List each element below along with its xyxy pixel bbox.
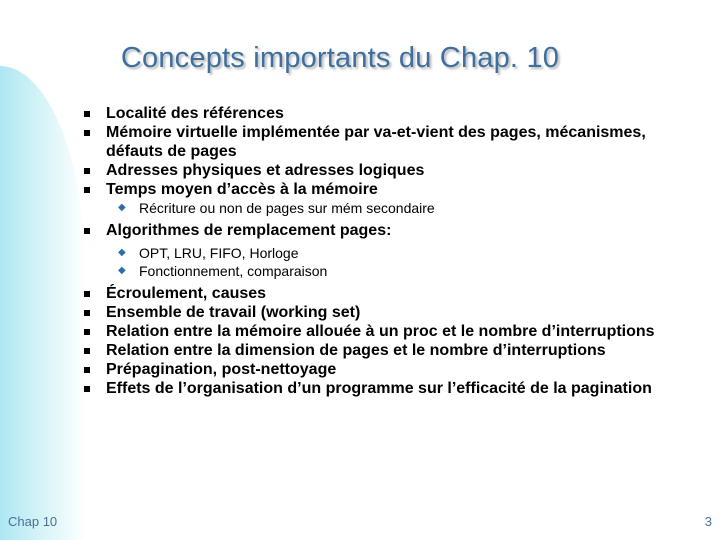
list-item — [78, 379, 698, 398]
diamond-bullet-icon: ◆ — [118, 202, 126, 213]
sub-list-item — [78, 262, 698, 280]
slide-title: Concepts importants du Chap. 10 — [120, 42, 560, 74]
list-item — [78, 104, 698, 123]
square-bullet-icon — [84, 329, 90, 335]
item-text: Localité des références — [106, 105, 284, 122]
square-bullet-icon — [84, 348, 90, 354]
list-item — [78, 123, 698, 161]
list-item — [78, 221, 698, 240]
item-text: Adresses physiques et adresses logiques — [106, 162, 425, 179]
list-item — [78, 284, 698, 303]
sub-list-item — [78, 199, 698, 217]
square-bullet-icon — [84, 168, 90, 174]
list-item — [78, 322, 698, 341]
square-bullet-icon — [84, 310, 90, 316]
footer-chapter-label: Chap 10 — [8, 514, 58, 529]
item-text: Relation entre la mémoire allouée à un proc et le nombre d’interruptions — [106, 323, 655, 340]
list-item — [78, 180, 698, 199]
item-text: Prépagination, post-nettoyage — [106, 361, 337, 378]
sub-list-item — [78, 244, 698, 262]
sub-item-text: OPT, LRU, FIFO, Horloge — [139, 245, 299, 261]
square-bullet-icon — [84, 386, 90, 392]
square-bullet-icon — [84, 111, 90, 117]
item-text: Écroulement, causes — [106, 285, 267, 302]
square-bullet-icon — [84, 130, 90, 136]
slide-number: 3 — [704, 514, 712, 529]
list-item — [78, 303, 698, 322]
sub-item-text: Récriture ou non de pages sur mém secondaire — [139, 200, 435, 216]
item-text: Temps moyen d’accès à la mémoire — [106, 181, 378, 198]
square-bullet-icon — [84, 228, 90, 234]
item-text: Effets de l’organisation d’un programme sur l’efficacité de la pagination — [106, 380, 652, 397]
square-bullet-icon — [84, 291, 90, 297]
sub-item-text: Fonctionnement, comparaison — [139, 263, 328, 279]
item-text: Ensemble de travail (working set) — [106, 304, 361, 321]
item-text: Algorithmes de remplacement pages: — [106, 222, 392, 239]
item-text: Mémoire virtuelle implémentée par va-et-vient des pages, mécanismes, défauts de pages — [106, 124, 646, 160]
diamond-bullet-icon: ◆ — [118, 265, 126, 276]
list-item — [78, 341, 698, 360]
decorative-accent-shape — [0, 66, 86, 540]
square-bullet-icon — [84, 187, 90, 193]
item-text: Relation entre la dimension de pages et le nombre d’interruptions — [106, 342, 606, 359]
bullet-list — [78, 104, 698, 398]
square-bullet-icon — [84, 367, 90, 373]
list-item — [78, 360, 698, 379]
diamond-bullet-icon: ◆ — [118, 247, 126, 258]
list-item — [78, 161, 698, 180]
